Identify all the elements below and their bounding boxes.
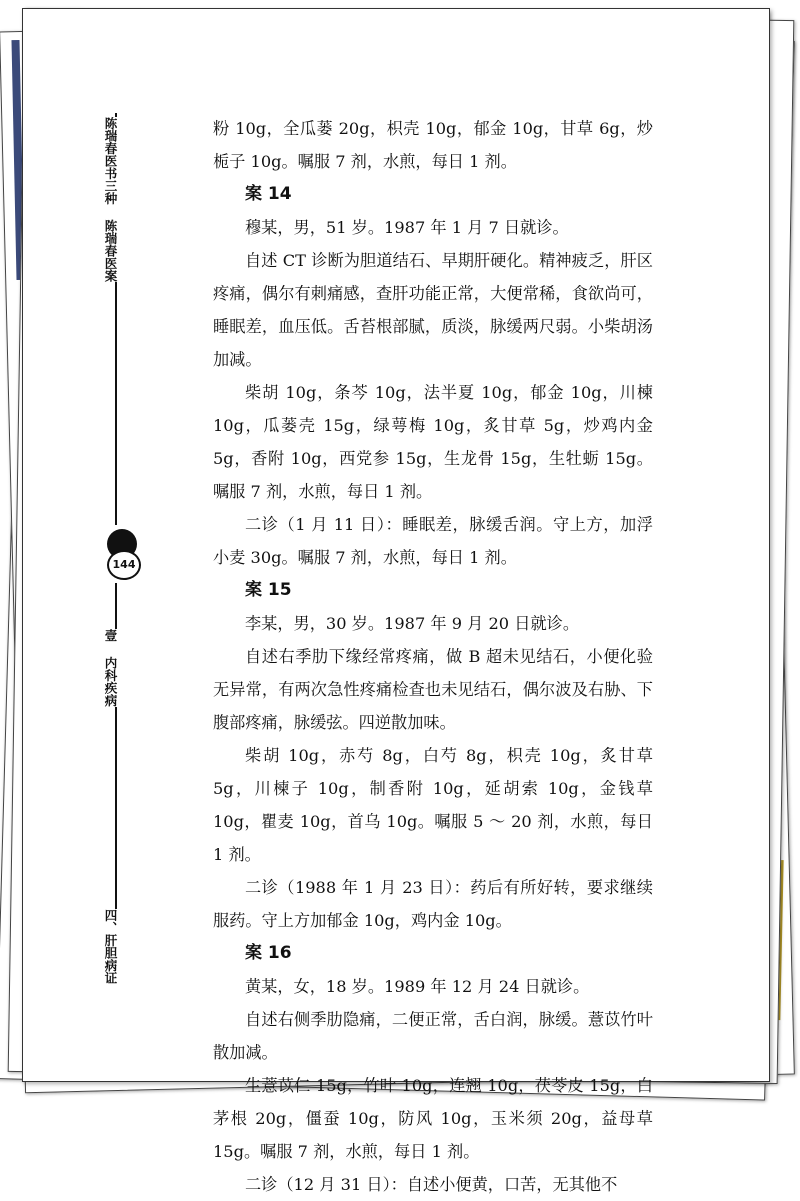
paragraph: 二诊（1 月 11 日）：睡眠差，脉缓舌润。守上方，加浮小麦 30g。嘱服 7 剂，水煎，每日 1 剂。 (213, 515, 653, 567)
paragraph: 李某，男，30 岁。1987 年 9 月 20 日就诊。 (245, 614, 580, 633)
paragraph: 黄某，女，18 岁。1989 年 12 月 24 日就诊。 (245, 977, 590, 996)
case-heading: 案 15 (245, 580, 292, 600)
running-head-chapter: 四、肝胆病证 (99, 909, 119, 984)
case-heading: 案 16 (245, 943, 292, 963)
book-page (22, 8, 770, 1194)
paragraph: 柴胡 10g，赤芍 8g，白芍 8g，枳壳 10g，炙甘草 5g，川楝子 10g，制香附 10g，延胡索 10g，金钱草 10g，瞿麦 10g，首乌 10g。嘱服 5 ～ 20 剂，水煎，每日 1 剂。 (213, 746, 653, 864)
case-heading: 案 14 (245, 184, 292, 204)
paragraph: 二诊（1988 年 1 月 23 日）：药后有所好转，要求继续服药。守上方加郁金 10g，鸡内金 10g。 (213, 878, 653, 930)
running-head-section: 壹 内科疾病 (99, 629, 119, 707)
paragraph: 柴胡 10g，条芩 10g，法半夏 10g，郁金 10g，川楝 10g，瓜蒌壳 15g，绿萼梅 10g，炙甘草 5g，炒鸡内金 5g，香附 10g，西党参 15g，生龙骨 15g，生牡蛎 15g。嘱服 7 剂，水煎，每日 1 剂。 (213, 383, 653, 501)
paragraph: 自述右侧季肋隐痛，二便正常，舌白润，脉缓。薏苡竹叶散加减。 (213, 1010, 653, 1062)
paragraph: 自述 CT 诊断为胆道结石、早期肝硬化。精神疲乏，肝区疼痛，偶尔有刺痛感，查肝功能正常，大便常稀，食欲尚可，睡眠差，血压低。舌苔根部腻，质淡，脉缓两尺弱。小柴胡汤加减。 (213, 251, 653, 369)
paragraph: 穆某，男，51 岁。1987 年 1 月 7 日就诊。 (245, 218, 569, 237)
body-text (213, 112, 653, 1201)
paragraph: 生薏苡仁 15g，竹叶 10g，连翘 10g，茯苓皮 15g，白茅根 20g，僵蚕 10g，防风 10g，玉米须 20g，益母草 15g。嘱服 7 剂，水煎，每日 1 剂。 (213, 1076, 653, 1161)
paragraph: 二诊（12 月 31 日）：自述小便黄，口苦，无其他不 (245, 1175, 618, 1194)
running-head-book-title: 陈瑞春医书三种 陈瑞春医案 (99, 117, 119, 282)
paragraph: 粉 10g，全瓜蒌 20g，枳壳 10g，郁金 10g，甘草 6g，炒栀子 10g。嘱服 7 剂，水煎，每日 1 剂。 (213, 119, 653, 171)
page-number: 144 (107, 550, 141, 580)
paragraph: 自述右季肋下缘经常疼痛，做 B 超未见结石，小便化验无异常，有两次急性疼痛检查也未见结石，偶尔波及右胁、下腹部疼痛，脉缓弦。四逆散加味。 (213, 647, 653, 732)
